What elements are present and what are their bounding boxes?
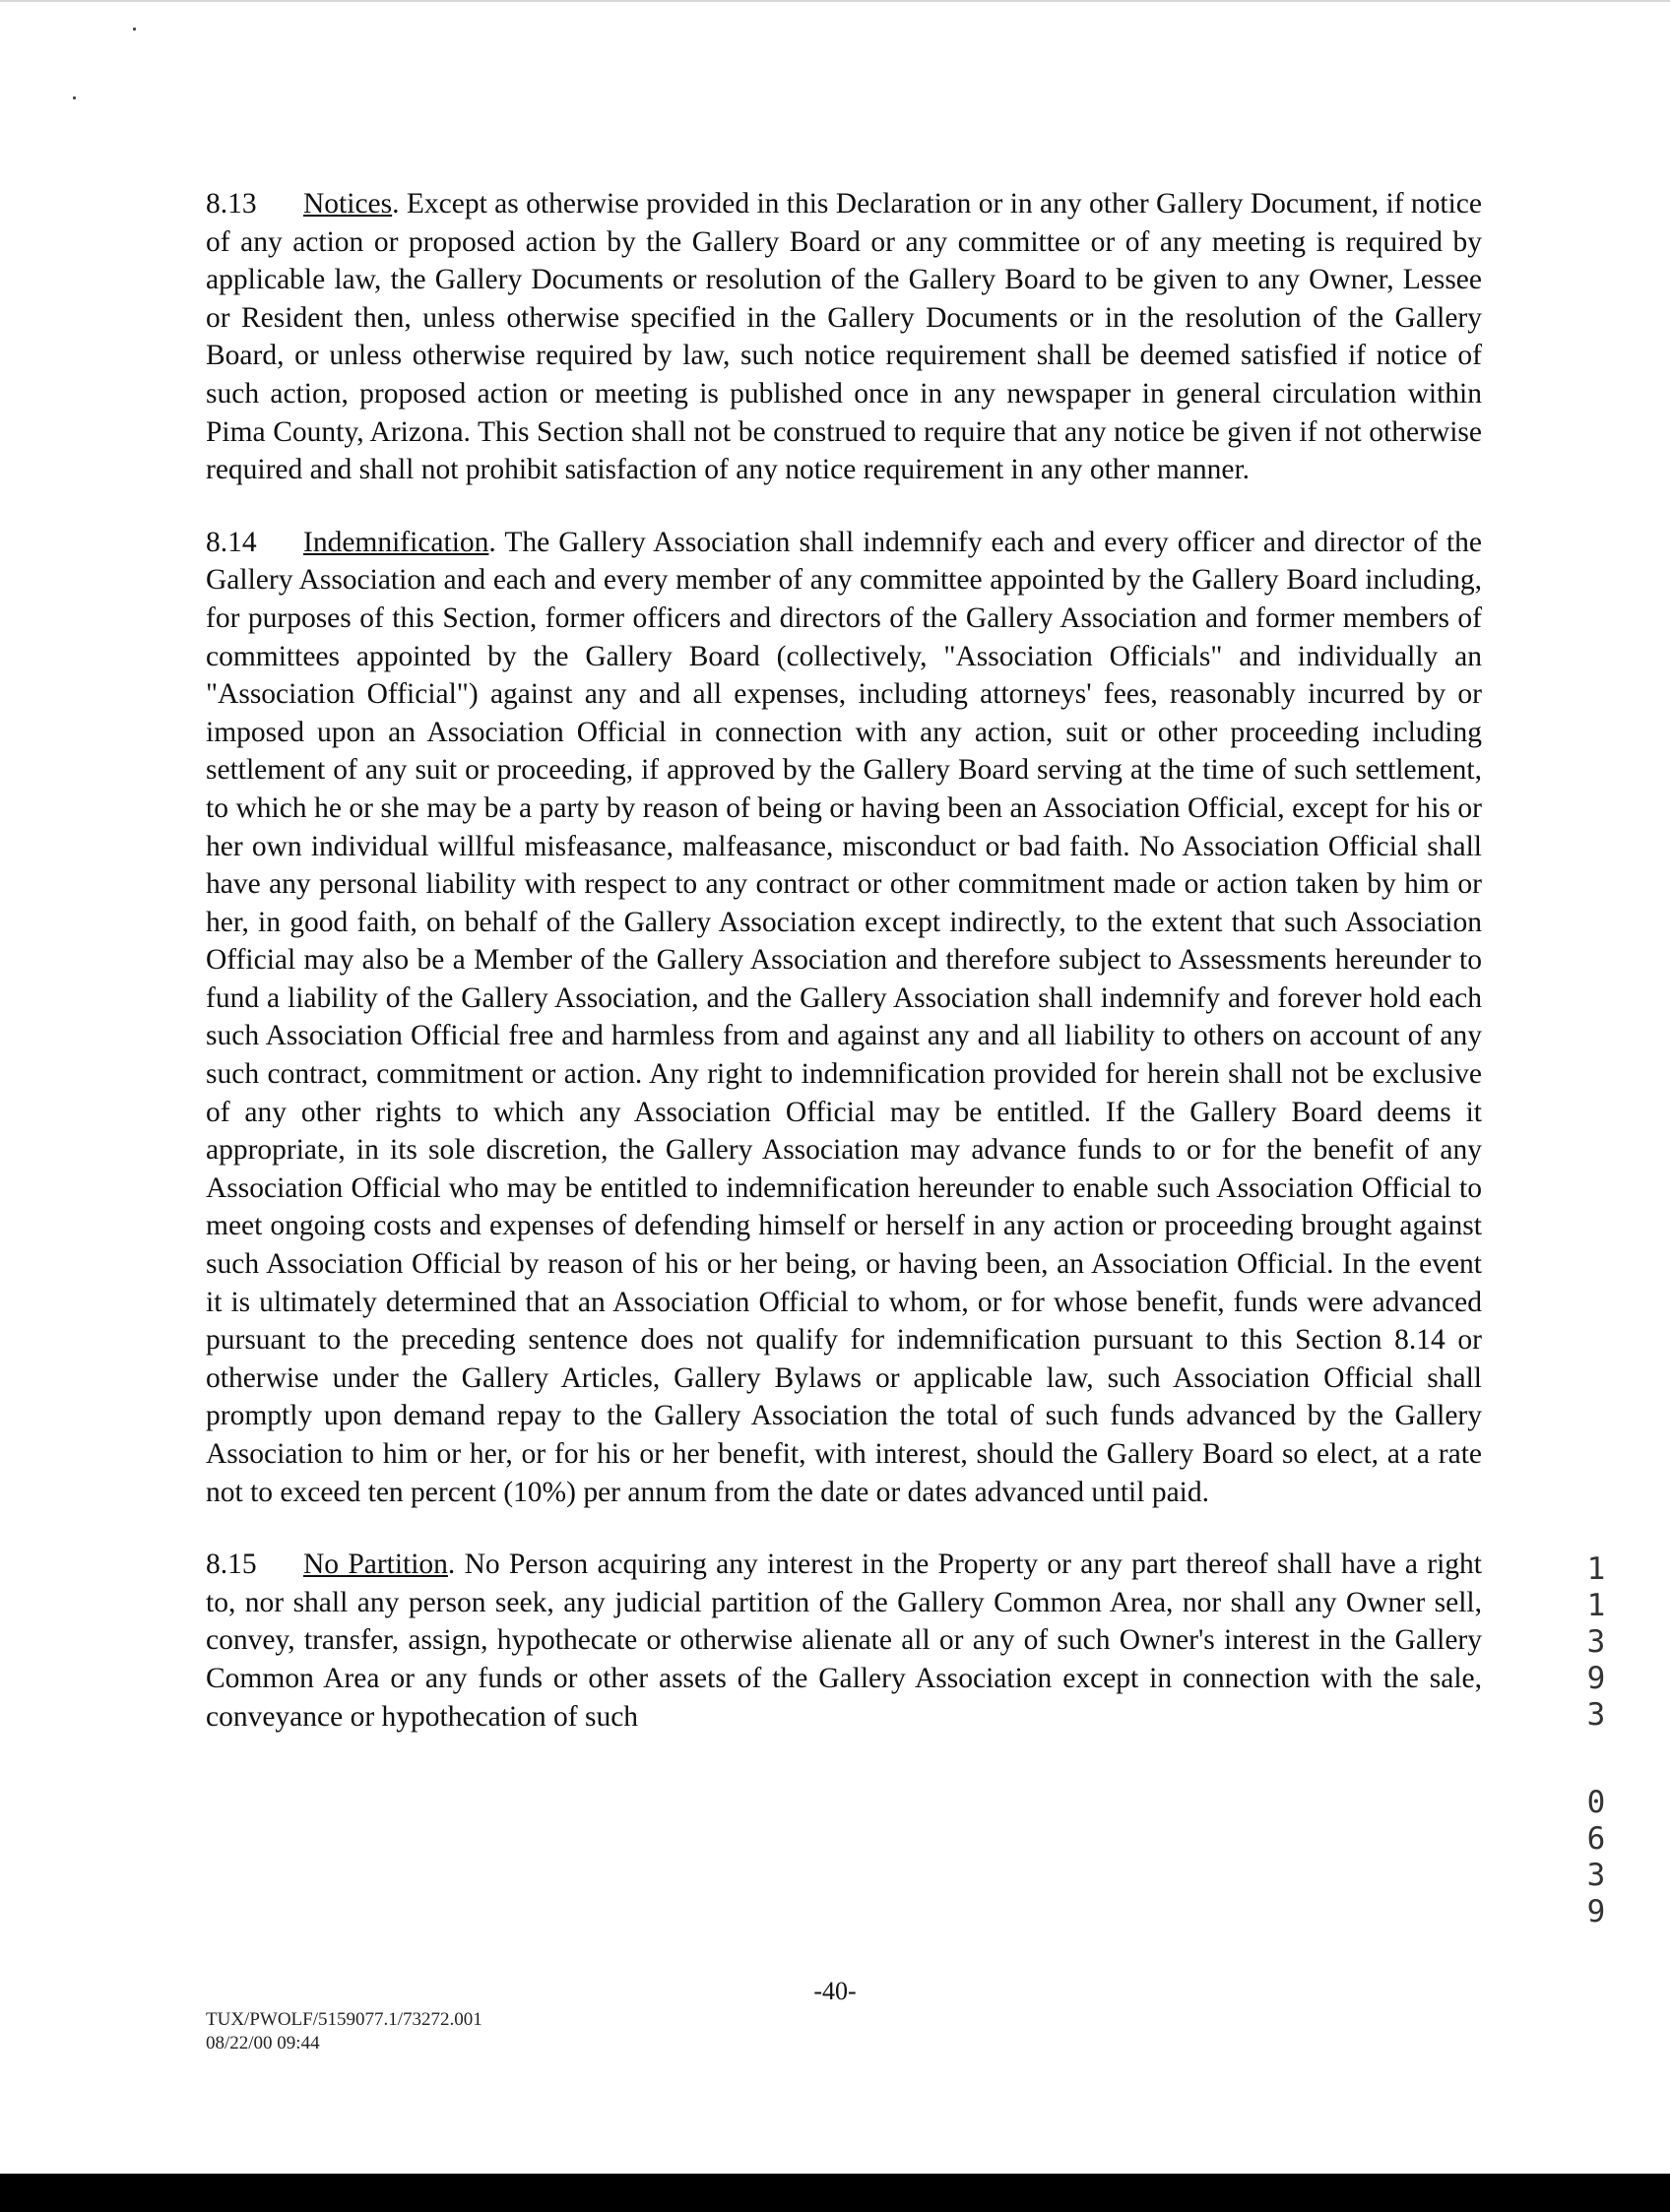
recording-stamp [1581, 1551, 1611, 1930]
section-8-15: 8.15 No Partition. No Person acquiring any interest in the Property or any part thereof shall have a right to, nor shall any person seek, any judicial partition of the Gallery Common Area, nor shall any Owner sell, convey, transfer, assign, hypothecate or otherwise alienate all or any of such Owner's interest in the Gallery Common Area or any funds or other assets of the Gallery Association except in connection with the sale, conveyance or hypothecation of such [206, 1546, 1482, 1736]
section-heading: Indemnification [303, 526, 489, 558]
footer-timestamp: 08/22/00 09:44 [206, 2033, 320, 2054]
scan-bottom-band [0, 2174, 1670, 2212]
page-top-edge [0, 0, 1670, 2]
section-number: 8.13 [206, 188, 257, 220]
document-id: TUX/PWOLF/5159077.1/73272.001 [206, 2009, 482, 2030]
section-body: The Gallery Association shall indemnify each and every officer and director of the Gallery Association and each and every member of any committee appointed by the Gallery Board including, for purposes of this Section, former officers and directors of the Gallery Association and former members of committees appointed by the Gallery Board (collectively, "Association Officials" and individually an "Association Official") against any and all expenses, including attorneys' fees, reasonably incurred by or imposed upon an Association Official in connection with any action, suit or other proceeding including settlement of any suit or proceeding, if approved by the Gallery Board serving at the time of such settlement, to which he or she may be a party by reason of being or having been an Association Official, except for his or her own individual willful misfeasance, malfeasance, misconduct or bad faith. No Association Official shall have any personal liability with respect to any contract or other commitment made or action taken by him or her, in good faith, on behalf of the Gallery Association except indirectly, to the extent that such Association Official may also be a Member of the Gallery Association and therefore subject to Assessments hereunder to fund a liability of the Gallery Association, and the Gallery Association shall indemnify and forever hold each such Association Official free and harmless from and against any and all liability to others on account of any such contract, commitment or action. Any right to indemnification provided for herein shall not be exclusive of any other rights to which any Association Official may be entitled. If the Gallery Board deems it appropriate, in its sole discretion, the Gallery Association may advance funds to or for the benefit of any Association Official who may be entitled to indemnification hereunder to enable such Association Official to meet ongoing costs and expenses of defending himself or herself in any action or proceeding brought against such Association Official by reason of his or her being, or having been, an Association Official. In the event it is ultimately determined that an Association Official to whom, or for whose benefit, funds were advanced pursuant to the preceding sentence does not qualify for indemnification pursuant to this Section 8.14 or otherwise under the Gallery Articles, Gallery Bylaws or applicable law, such Association Official shall promptly upon demand repay to the Gallery Association the total of such funds advanced by the Gallery Association to him or her, or for his or her benefit, with interest, should the Gallery Board so elect, at a rate not to exceed ten percent (10%) per annum from the date or dates advanced until paid. [206, 526, 1483, 1508]
section-heading: No Partition [303, 1548, 448, 1581]
footer [206, 2008, 482, 2055]
section-8-14: 8.14 Indemnification. The Gallery Association shall indemnify each and every officer and director of the Gallery Association and each and every member of any committee appointed by the Gallery Board including, for purposes of this Section, former officers and directors of the Gallery Association and former members of committees appointed by the Gallery Board (collectively, "Association Officials" and individually an "Association Official") against any and all expenses, including attorneys' fees, reasonably incurred by or imposed upon an Association Official in connection with any action, suit or other proceeding including settlement of any suit or proceeding, if approved by the Gallery Board serving at the time of such settlement, to which he or she may be a party by reason of being or having been an Association Official, except for his or her own individual willful misfeasance, malfeasance, misconduct or bad faith. No Association Official shall have any personal liability with respect to any contract or other commitment made or action taken by him or her, in good faith, on behalf of the Gallery Association except indirectly, to the extent that such Association Official may also be a Member of the Gallery Association and therefore subject to Assessments hereunder to fund a liability of the Gallery Association, and the Gallery Association shall indemnify and forever hold each such Association Official free and harmless from and against any and all liability to others on account of any such contract, commitment or action. Any right to indemnification provided for herein shall not be exclusive of any other rights to which any Association Official may be entitled. If the Gallery Board deems it appropriate, in its sole discretion, the Gallery Association may advance funds to or for the benefit of any Association Official who may be entitled to indemnification hereunder to enable such Association Official to meet ongoing costs and expenses of defending himself or herself in any action or proceeding brought against such Association Official by reason of his or her being, or having been, an Association Official. In the event it is ultimately determined that an Association Official to whom, or for whose benefit, funds were advanced pursuant to the preceding sentence does not qualify for indemnification pursuant to this Section 8.14 or otherwise under the Gallery Articles, Gallery Bylaws or applicable law, such Association Official shall promptly upon demand repay to the Gallery Association the total of such funds advanced by the Gallery Association to him or her, or for his or her benefit, with interest, should the Gallery Board so elect, at a rate not to exceed ten percent (10%) per annum from the date or dates advanced until paid. [206, 524, 1482, 1511]
page-number: -40- [813, 1977, 857, 2005]
document-body [206, 185, 1482, 1736]
section-body: No Person acquiring any interest in the Property or any part thereof shall have a right to, nor shall any person seek, any judicial partition of the Gallery Common Area, nor shall any Owner sell, convey, transfer, assign, hypothecate or otherwise alienate all or any of such Owner's interest in the Gallery Common Area or any funds or other assets of the Gallery Association except in connection with the sale, conveyance or hypothecation of such [206, 1548, 1482, 1733]
section-number: 8.15 [206, 1548, 257, 1581]
scan-speck [73, 96, 76, 99]
recording-stamp-upper: 11393 [1586, 1551, 1606, 1733]
scan-speck [133, 28, 136, 31]
section-8-13: 8.13 Notices. Except as otherwise provided in this Declaration or in any other Gallery Document, if notice of any action or proposed action by the Gallery Board or any committee or of any meeting is required by applicable law, the Gallery Documents or resolution of the Gallery Board to be given to any Owner, Lessee or Resident then, unless otherwise specified in the Gallery Documents or in the resolution of the Gallery Board, or unless otherwise required by law, such notice requirement shall be deemed satisfied if notice of such action, proposed action or meeting is published once in any newspaper in general circulation within Pima County, Arizona. This Section shall not be construed to require that any notice be given if not otherwise required and shall not prohibit satisfaction of any notice requirement in any other manner. [206, 185, 1482, 489]
section-body: Except as otherwise provided in this Declaration or in any other Gallery Document, if notice of any action or proposed action by the Gallery Board or any committee or of any meeting is required by applicable law, the Gallery Documents or resolution of the Gallery Board to be given to any Owner, Lessee or Resident then, unless otherwise specified in the Gallery Documents or in the resolution of the Gallery Board, or unless otherwise required by law, such notice requirement shall be deemed satisfied if notice of such action, proposed action or meeting is published once in any newspaper in general circulation within Pima County, Arizona. This Section shall not be construed to require that any notice be given if not otherwise required and shall not prohibit satisfaction of any notice requirement in any other manner. [206, 188, 1482, 486]
section-heading: Notices [303, 188, 393, 220]
recording-stamp-lower: 0639 [1586, 1785, 1606, 1929]
section-number: 8.14 [206, 526, 257, 558]
